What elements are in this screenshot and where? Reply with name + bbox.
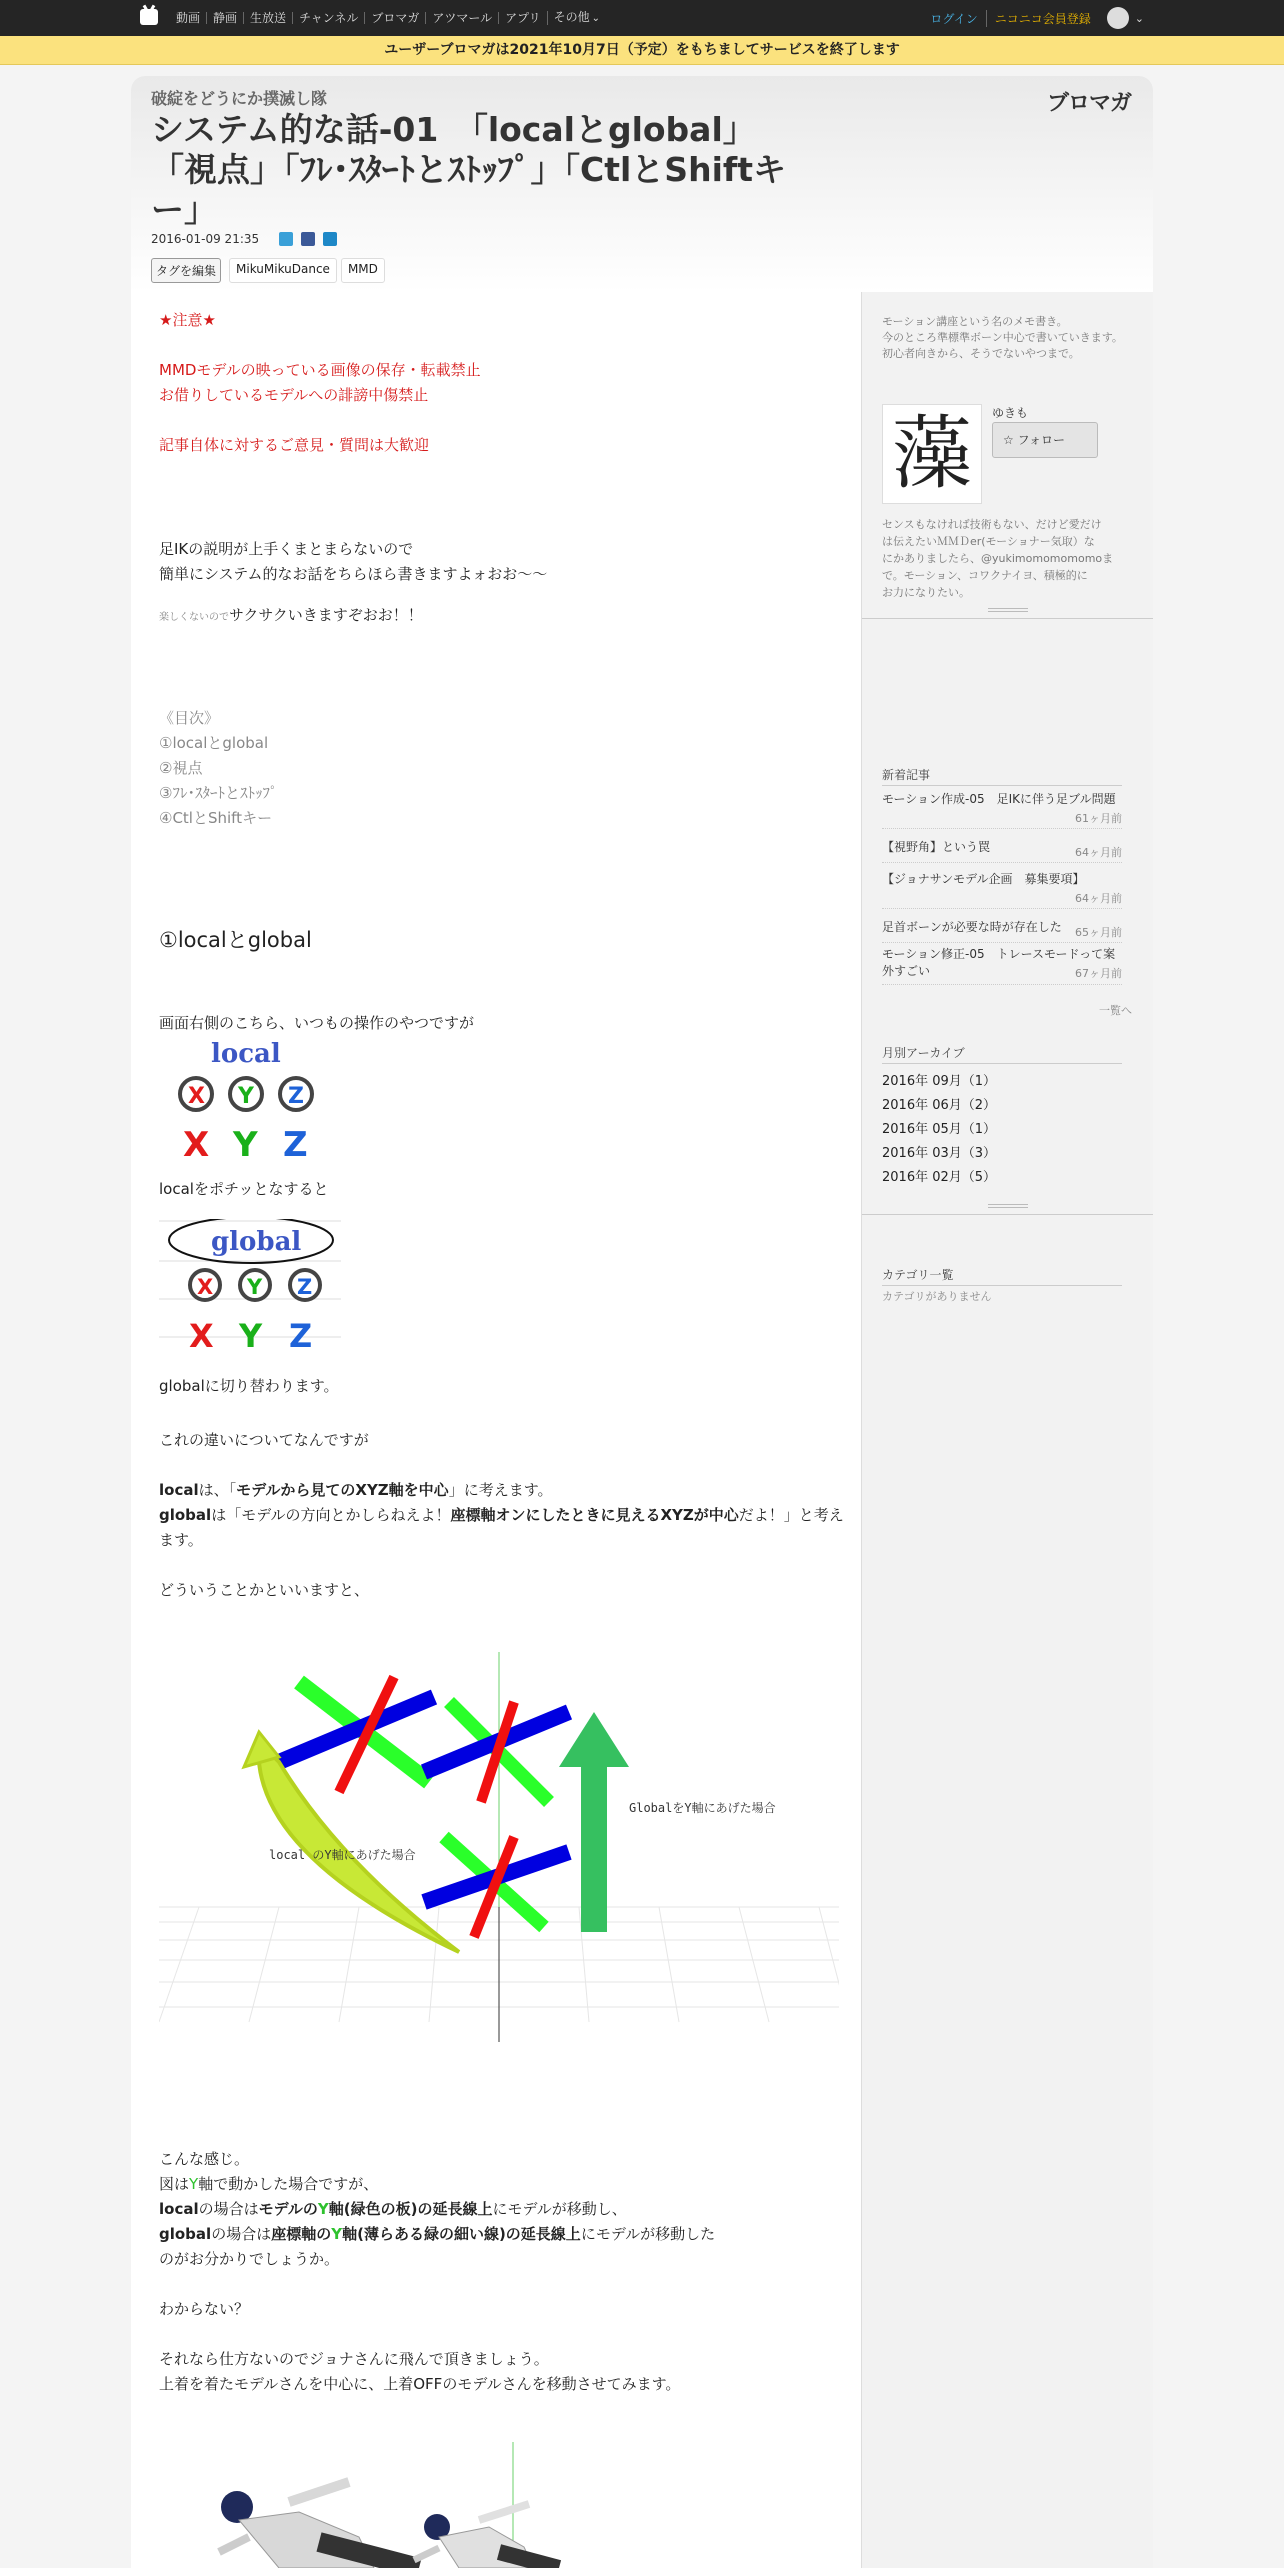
paragraph: こんな感じ。 [159, 2150, 250, 2168]
bold-text: 座標軸の [271, 2225, 332, 2243]
bold-text: 軸(緑色の板)の延長線上 [328, 2200, 493, 2218]
toc-item: ④CtlとShiftキー [159, 809, 273, 827]
recent-article-title: モーション修正-05 トレースモードって案 [882, 947, 1116, 961]
twitter-share-icon[interactable] [279, 232, 293, 246]
recent-article-item[interactable] [882, 790, 1122, 829]
paragraph: のがお分かりでしょうか。 [159, 2250, 340, 2268]
nav-item-live[interactable]: 生放送 [243, 12, 292, 24]
model-jacket-off [414, 2504, 559, 2568]
global-axis-buttons-image [159, 1219, 341, 1359]
desc-line: 初心者向きから、そうでないやつまで。 [882, 347, 1080, 360]
title-line: 「視点」「ﾌﾚ･ｽﾀｰﾄとｽﾄｯﾌﾟ」「CtlとShiftキ [151, 150, 787, 189]
blog-container [131, 76, 1153, 2568]
nav-item-channel[interactable]: チャンネル [292, 12, 364, 24]
nav-item-app[interactable]: アプリ [498, 12, 547, 24]
y-letter: Y [189, 2175, 199, 2193]
model-axes-1 [279, 1677, 434, 1792]
archive-item[interactable]: 2016年 09月（1） [882, 1074, 997, 1089]
paragraph: これの違いについてなんですが [159, 1431, 369, 1449]
recent-article-title: 【視野角】という罠 [882, 840, 991, 854]
bio-line: で。モーション、コワクナイヨ、積極的に [882, 569, 1088, 582]
paragraph [159, 1503, 844, 1528]
toc-item: ①localとglobal [159, 734, 269, 752]
text: にモデルが移動した [580, 2225, 716, 2243]
paragraph: それなら仕方ないのでジョナさんに飛んで頂きましょう。 [159, 2350, 549, 2368]
small-note: 楽しくないので [159, 612, 229, 623]
nav-item-atsumaru[interactable]: アツマール [425, 12, 498, 24]
nav-item-other[interactable] [547, 11, 606, 25]
nav-item-other-label: その他 [553, 10, 590, 24]
paragraph: 上着を着たモデルさんを中心に、上着OFFのモデルさんを移動させてみます。 [159, 2375, 681, 2393]
desc-line: 今のところ準標準ボーン中心で書いていきます。 [882, 331, 1123, 344]
article-meta [151, 232, 337, 246]
y-letter: Y [317, 2200, 329, 2218]
recent-more-link[interactable]: 一覧へ [1099, 1004, 1132, 1017]
tag-item[interactable]: MMD [341, 258, 385, 283]
hatena-bookmark-icon[interactable] [323, 232, 337, 246]
text: は「モデルの方向とかしらねえよ！ [211, 1506, 451, 1524]
archive-item[interactable]: 2016年 03月（3） [882, 1146, 997, 1161]
bold-text: 座標軸オンにしたときに見えるXYZが中心 [450, 1506, 739, 1524]
author-avatar[interactable]: 藻 [882, 404, 982, 504]
toc-item: ②視点 [159, 759, 203, 777]
text: の場合は [211, 2225, 272, 2243]
intro-line: 足IKの説明が上手くまとまらないので [159, 540, 414, 558]
paragraph: 画面右側のこちら、いつもの操作のやつですが [159, 1014, 475, 1032]
recent-article-title: 足首ボーンが必要な時が存在した [882, 920, 1062, 934]
diagram-label: local のY軸にあげた場合 [269, 1848, 416, 1862]
archive-item[interactable]: 2016年 05月（1） [882, 1122, 997, 1137]
bold-text: global [159, 1506, 212, 1524]
svg-text:Y: Y [238, 1084, 254, 1109]
toc-item: ③ﾌﾚ･ｽﾀｰﾄとｽﾄｯﾌﾟ [159, 784, 278, 802]
text: だよ！」と考え [738, 1506, 844, 1524]
paragraph: どういうことかといいますと、 [159, 1581, 370, 1599]
svg-text:Z: Z [283, 1125, 308, 1165]
recent-article-item[interactable] [882, 946, 1122, 985]
recent-article-age: 65ヶ月前 [1075, 926, 1122, 939]
svg-text:X: X [197, 1275, 214, 1299]
user-avatar-icon[interactable] [1107, 7, 1129, 29]
bold-text: モデルの [258, 2200, 318, 2218]
svg-text:X: X [188, 1084, 205, 1109]
tag-list [151, 258, 389, 283]
notice-heading: ★注意★ [159, 311, 216, 329]
follow-label: フォロー [1017, 433, 1065, 447]
recent-article-item[interactable] [882, 838, 1122, 863]
blog-description [882, 314, 1123, 362]
tag-item[interactable]: MikuMikuDance [229, 258, 337, 283]
paragraph [159, 2222, 715, 2247]
bio-line: にかありましたら、@yukimomomomomoま [882, 552, 1114, 565]
title-line: システム的な話-01 「localとglobal」 [151, 110, 756, 149]
intro-text: サクサクいきますぞおお！！ [229, 606, 423, 624]
desc-line: モーション講座という名のメモ書き。 [882, 315, 1068, 328]
service-end-notice[interactable]: ユーザーブロマガは2021年10月7日（予定）をもちましてサービスを終了します [0, 36, 1284, 65]
paragraph: ます。 [159, 1531, 203, 1549]
author-name[interactable]: ゆきも [992, 406, 1029, 420]
post-date: 2016-01-09 21:35 [151, 232, 260, 246]
svg-text:Y: Y [247, 1275, 263, 1299]
bio-line: は伝えたいＭＭＤer(モーショナー気取）な [882, 535, 1095, 548]
notice-line: MMDモデルの映っている画像の保存・転載禁止 [159, 361, 481, 379]
text: 図は [159, 2175, 190, 2193]
bold-text: local [159, 1481, 199, 1499]
title-line: ー」 [151, 190, 217, 229]
author-bio [882, 516, 1127, 601]
section-divider [862, 604, 1153, 619]
archive-list [882, 1070, 996, 1190]
svg-text:Y: Y [239, 1317, 263, 1355]
recent-article-age: 64ヶ月前 [1075, 892, 1122, 905]
nav-item-blomaga[interactable]: ブロマガ [364, 12, 425, 24]
archive-heading: 月別アーカイブ [882, 1044, 1122, 1064]
section-heading: ①localとglobal [159, 928, 312, 952]
model-axes-2 [424, 1702, 569, 1802]
global-label: global [211, 1227, 302, 1257]
niconico-tv-icon[interactable] [140, 9, 158, 25]
bold-text: global [159, 2225, 212, 2243]
recent-article-title: 【ジョナサンモデル企画 募集要項】 [882, 872, 1085, 886]
bold-text: 軸(薄らある緑の細い線)の延長線上 [342, 2225, 581, 2243]
archive-item[interactable]: 2016年 02月（5） [882, 1170, 997, 1185]
rotate-buttons [180, 1078, 312, 1110]
local-global-diagram-image [159, 1652, 839, 2042]
recent-article-item[interactable] [882, 918, 1122, 943]
nav-item-video[interactable]: 動画 [176, 11, 201, 25]
recent-article-title: モーション作成-05 足IKに伴う足ブル問題 [882, 792, 1116, 806]
top-navigation-bar [0, 0, 1284, 36]
sidebar [861, 292, 1153, 2568]
recent-article-age: 64ヶ月前 [1075, 846, 1122, 859]
bio-line: お力になりたい。 [882, 586, 970, 599]
account-area [930, 0, 1144, 36]
svg-text:Z: Z [297, 1275, 313, 1299]
diagram-label: GlobalをY軸にあげた場合 [629, 1801, 776, 1815]
register-link[interactable]: ニコニコ会員登録 [994, 11, 1091, 26]
text: の場合は [198, 2200, 259, 2218]
star-icon: ☆ [1003, 433, 1014, 447]
recent-article-item[interactable] [882, 870, 1122, 909]
login-link[interactable]: ログイン [930, 10, 986, 27]
nav-item-seiga[interactable]: 静画 [206, 12, 243, 24]
recent-article-age: 61ヶ月前 [1075, 812, 1122, 825]
blog-name[interactable]: 破綻をどうにか撲滅し隊 [151, 89, 328, 108]
section-divider [862, 1200, 1153, 1215]
paragraph: わからない？ [159, 2300, 250, 2318]
recent-article-age: 67ヶ月前 [1075, 967, 1122, 980]
local-label: local [211, 1039, 281, 1069]
text: 」に考えます。 [448, 1481, 553, 1499]
paragraph [159, 2197, 627, 2222]
svg-text:X: X [189, 1317, 214, 1355]
follow-button[interactable] [992, 422, 1098, 458]
recent-article-title-cont: 外すごい [882, 964, 931, 978]
text: 軸で動かした場合ですが、 [198, 2175, 379, 2193]
blomaga-logo[interactable]: ブロマガ [1046, 91, 1131, 116]
svg-text:Y: Y [233, 1125, 258, 1165]
recent-articles-heading: 新着記事 [882, 766, 1122, 786]
toc-heading: 《目次》 [159, 709, 220, 727]
y-letter: Y [331, 2225, 343, 2243]
character-models-image [159, 2442, 579, 2568]
bold-text: モデルから見てのXYZ軸を中心 [236, 1481, 449, 1499]
notice-line: 記事自体に対するご意見・質問は大歓迎 [159, 436, 430, 454]
global-move-arrow [581, 1752, 607, 1932]
category-heading: カテゴリ一覧 [882, 1266, 1122, 1286]
intro-line [159, 603, 423, 630]
article-body [141, 292, 849, 2568]
svg-text:X: X [183, 1125, 210, 1165]
edit-tags-button[interactable]: タグを編集 [151, 258, 221, 283]
model-jacket-on [219, 2482, 419, 2568]
text: にモデルが移動し、 [492, 2200, 627, 2218]
paragraph: globalに切り替わります。 [159, 1377, 339, 1395]
article-header [131, 76, 1153, 292]
archive-item[interactable]: 2016年 06月（2） [882, 1098, 997, 1113]
local-axis-buttons-image [161, 1034, 331, 1166]
text: は、「 [198, 1481, 237, 1499]
article-title [151, 110, 871, 230]
category-empty-text: カテゴリがありません [882, 1290, 992, 1303]
move-buttons [183, 1125, 308, 1165]
top-nav-menu [170, 0, 606, 36]
paragraph: localをポチッとなすると [159, 1180, 329, 1198]
svg-text:Z: Z [288, 1084, 304, 1109]
bio-line: センスもなければ技術もない、だけど愛だけ [882, 518, 1102, 531]
paragraph [159, 1478, 553, 1503]
bold-text: local [159, 2200, 199, 2218]
chevron-down-icon: ⌄ [591, 13, 601, 24]
paragraph [159, 2172, 378, 2197]
facebook-share-icon[interactable] [301, 232, 315, 246]
chevron-down-icon[interactable]: ⌄ [1134, 11, 1144, 25]
svg-text:Z: Z [289, 1317, 313, 1355]
intro-line: 簡単にシステム的なお話をちらほら書きますよォおお～～ [159, 565, 548, 583]
notice-line: お借りしているモデルへの誹謗中傷禁止 [159, 386, 429, 404]
